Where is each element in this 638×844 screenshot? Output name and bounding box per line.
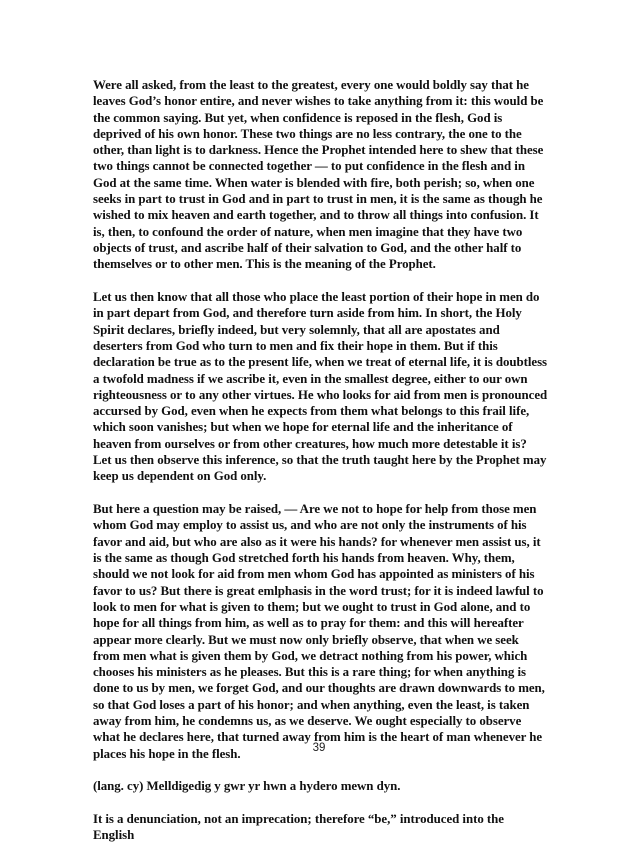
page-number: 39 <box>312 742 326 754</box>
paragraph-5: It is a denunciation, not an imprecation; therefore “be,” introduced into the English <box>93 812 504 843</box>
paragraph-3: But here a question may be raised, — Are we not to hope for help from those men whom God may employ to assist us, and who are not only the instruments of his favor and aid, but who are also as it were his hands? for whenever men assist us, it is the same as though God stretched forth his hands from heaven. Why, them, should we not look for aid from men whom God has appointed as ministers of his favor to us? But there is great emlphasis in the word trust; for it is indeed lawful to look to men for what is given to them; but we ought to trust in God alone, and to hope for all things from him, as well as to pray for them: and this will hereafter appear more clearly. But we must now only briefly observe, that when we seek from men what is given them by God, we detract nothing from his power, which chooses his ministers as he pleases. But this is a rare thing; for when anything is done to us by men, we forget God, and our thoughts are drawn downwards to men, so that God loses a part of his honor; and when anything, even the least, is taken away from him, he condemns us, as we deserve. We ought especially to observe what he declares here, that turned away from him is the heart of man whenever he places his hope in the flesh. <box>93 502 545 761</box>
paragraph-2: Let us then know that all those who place the least portion of their hope in men do in part depart from God, and therefore turn aside from him. In short, the Holy Spirit declares, briefly indeed, but very solemnly, that all are apostates and deserters from God who turn to men and fix their hope in them. But if this declaration be true as to the present life, when we treat of eternal life, it is doubtless a twofold madness if we ascribe it, even in the smallest degree, either to our own righteousness or to any other virtues. He who looks for aid from men is pronounced accursed by God, even when he expects from them what belongs to this frail life, which soon vanishes; but when we hope for eternal life and the inheritance of heaven from ourselves or from other creatures, how much more detestable it is? Let us then observe this inference, so that the truth taught here by the Prophet may keep us dependent on God only. <box>93 290 548 484</box>
paragraph-4: (lang. cy) Melldigedig y gwr yr hwn a hydero mewn dyn. <box>93 779 401 794</box>
paragraph-1: Were all asked, from the least to the greatest, every one would boldly say that he leaves God’s honor entire, and never wishes to take anything from it: this would be the common saying. But yet, when confidence is reposed in the flesh, God is deprived of his own honor. These two things are no less contrary, the one to the other, than light is to darkness. Hence the Prophet intended here to shew that these two things cannot be connected together — to put confidence in the flesh and in God at the same time. When water is blended with fire, both perish; so, when one seeks in part to trust in God and in part to trust in men, it is the same as though he wished to mix heaven and earth together, and to throw all things into confusion. It is, then, to confound the order of nature, when men imagine that they have two objects of trust, and ascribe half of their salvation to God, and the other half to themselves or to other men. This is the meaning of the Prophet. <box>93 78 544 272</box>
